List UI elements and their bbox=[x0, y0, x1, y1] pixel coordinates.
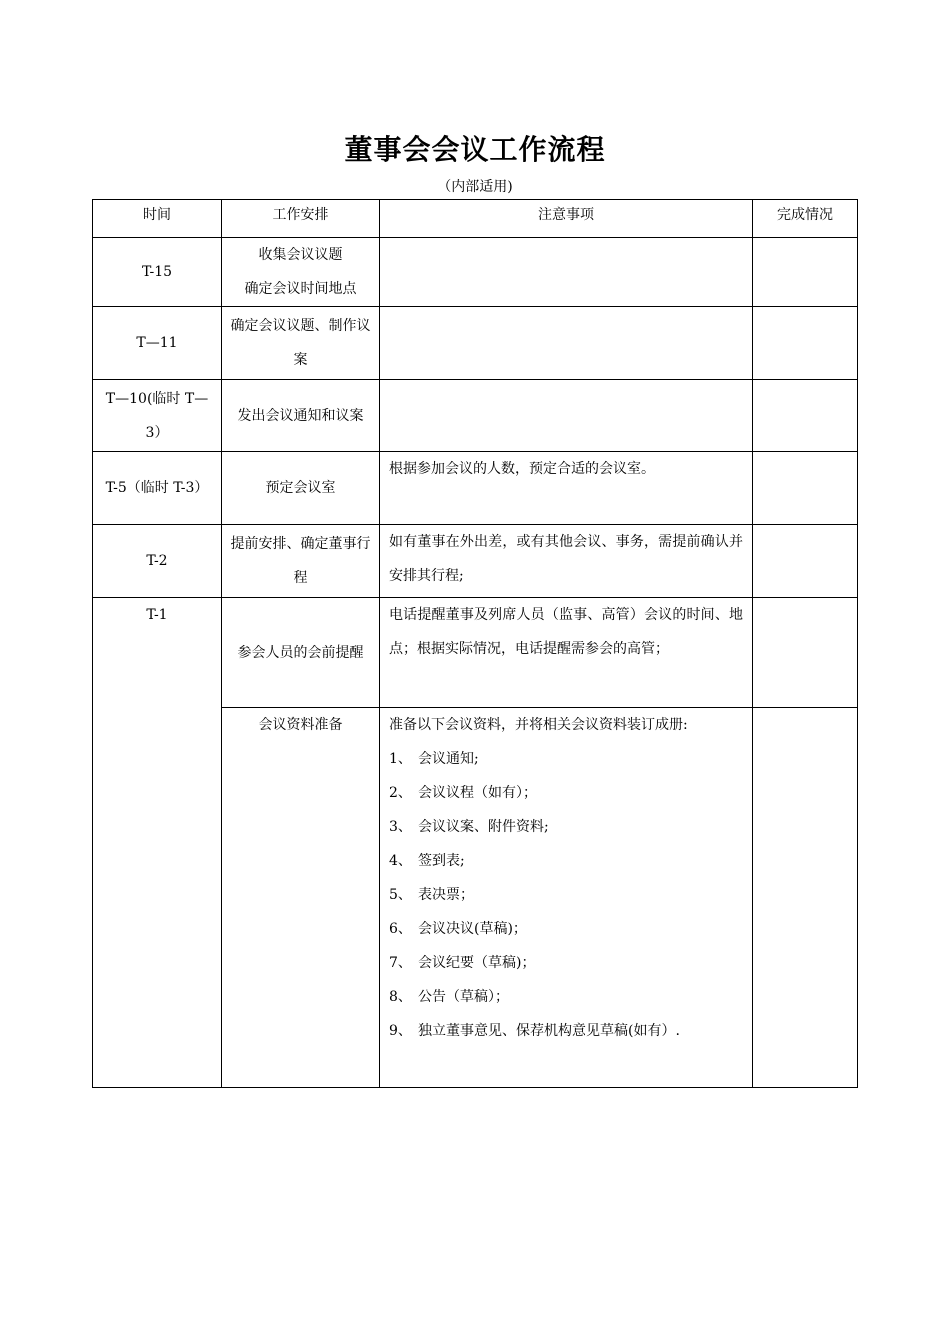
list-number: 8、 bbox=[389, 989, 412, 1005]
list-item bbox=[389, 1014, 743, 1048]
time-cell: T-5（临时 T-3） bbox=[93, 452, 222, 525]
table-row bbox=[93, 525, 858, 598]
status-cell bbox=[753, 525, 858, 598]
list-item bbox=[389, 844, 743, 878]
plan-cell: 预定会议室 bbox=[222, 452, 380, 525]
status-cell bbox=[753, 598, 858, 708]
list-text: 会议议案、附件资料; bbox=[418, 819, 549, 835]
list-text: 会议通知; bbox=[418, 751, 479, 767]
list-text: 表决票； bbox=[418, 887, 474, 903]
list-item bbox=[389, 776, 743, 810]
table-row bbox=[93, 452, 858, 525]
list-item bbox=[389, 912, 743, 946]
list-item bbox=[389, 810, 743, 844]
time-cell: T-2 bbox=[93, 525, 222, 598]
plan-cell: 发出会议通知和议案 bbox=[222, 380, 380, 452]
status-cell bbox=[753, 380, 858, 452]
status-cell bbox=[753, 452, 858, 525]
table-row bbox=[93, 380, 858, 452]
list-number: 6、 bbox=[389, 921, 412, 937]
time-cell: T—10(临时 T—3） bbox=[93, 380, 222, 452]
status-cell bbox=[753, 238, 858, 307]
list-item bbox=[389, 742, 743, 776]
list-text: 会议议程（如有）； bbox=[418, 785, 537, 801]
notes-cell bbox=[380, 238, 753, 307]
table-row bbox=[93, 238, 858, 307]
list-number: 7、 bbox=[389, 955, 412, 971]
time-cell: T-1 bbox=[93, 598, 222, 1088]
table-header-row bbox=[93, 200, 858, 238]
header-time: 时间 bbox=[93, 200, 222, 238]
notes-cell bbox=[380, 380, 753, 452]
plan-cell: 确定会议议题、制作议案 bbox=[222, 307, 380, 380]
list-item bbox=[389, 878, 743, 912]
header-status: 完成情况 bbox=[753, 200, 858, 238]
list-number: 3、 bbox=[389, 819, 412, 835]
header-notes: 注意事项 bbox=[380, 200, 753, 238]
list-item bbox=[389, 980, 743, 1014]
notes-cell: 根据参加会议的人数，预定合适的会议室。 bbox=[380, 452, 753, 525]
time-cell: T-15 bbox=[93, 238, 222, 307]
list-text: 会议纪要（草稿)； bbox=[418, 955, 536, 971]
list-text: 会议决议(草稿)； bbox=[418, 921, 527, 937]
header-plan: 工作安排 bbox=[222, 200, 380, 238]
notes-cell: 电话提醒董事及列席人员（监事、高管）会议的时间、地点；根据实际情况，电话提醒需参会的高管； bbox=[380, 598, 753, 708]
notes-cell: 如有董事在外出差，或有其他会议、事务，需提前确认并安排其行程; bbox=[380, 525, 753, 598]
list-text: 公告（草稿）； bbox=[418, 989, 509, 1005]
plan-line: 收集会议议题 bbox=[258, 247, 343, 263]
list-number: 9、 bbox=[389, 1023, 412, 1039]
notes-intro: 准备以下会议资料，并将相关会议资料装订成册: bbox=[389, 717, 688, 733]
document-subtitle: （内部适用) bbox=[437, 179, 513, 195]
plan-cell: 会议资料准备 bbox=[222, 708, 380, 1088]
list-item bbox=[389, 946, 743, 980]
plan-line: 确定会议时间地点 bbox=[244, 281, 357, 297]
notes-cell bbox=[380, 307, 753, 380]
plan-cell: 提前安排、确定董事行程 bbox=[222, 525, 380, 598]
workflow-table bbox=[92, 199, 858, 1088]
notes-cell bbox=[380, 708, 753, 1088]
table-row bbox=[93, 598, 858, 708]
status-cell bbox=[753, 307, 858, 380]
document-title: 董事会会议工作流程 bbox=[344, 133, 606, 166]
list-number: 1、 bbox=[389, 751, 412, 767]
status-cell bbox=[753, 708, 858, 1088]
time-cell: T—11 bbox=[93, 307, 222, 380]
list-text: 独立董事意见、保荐机构意见草稿(如有）. bbox=[418, 1023, 680, 1039]
table-row bbox=[93, 307, 858, 380]
plan-cell: 参会人员的会前提醒 bbox=[222, 598, 380, 708]
list-text: 签到表; bbox=[418, 853, 465, 869]
list-number: 5、 bbox=[389, 887, 412, 903]
list-number: 4、 bbox=[389, 853, 412, 869]
list-number: 2、 bbox=[389, 785, 412, 801]
plan-cell bbox=[222, 238, 380, 307]
